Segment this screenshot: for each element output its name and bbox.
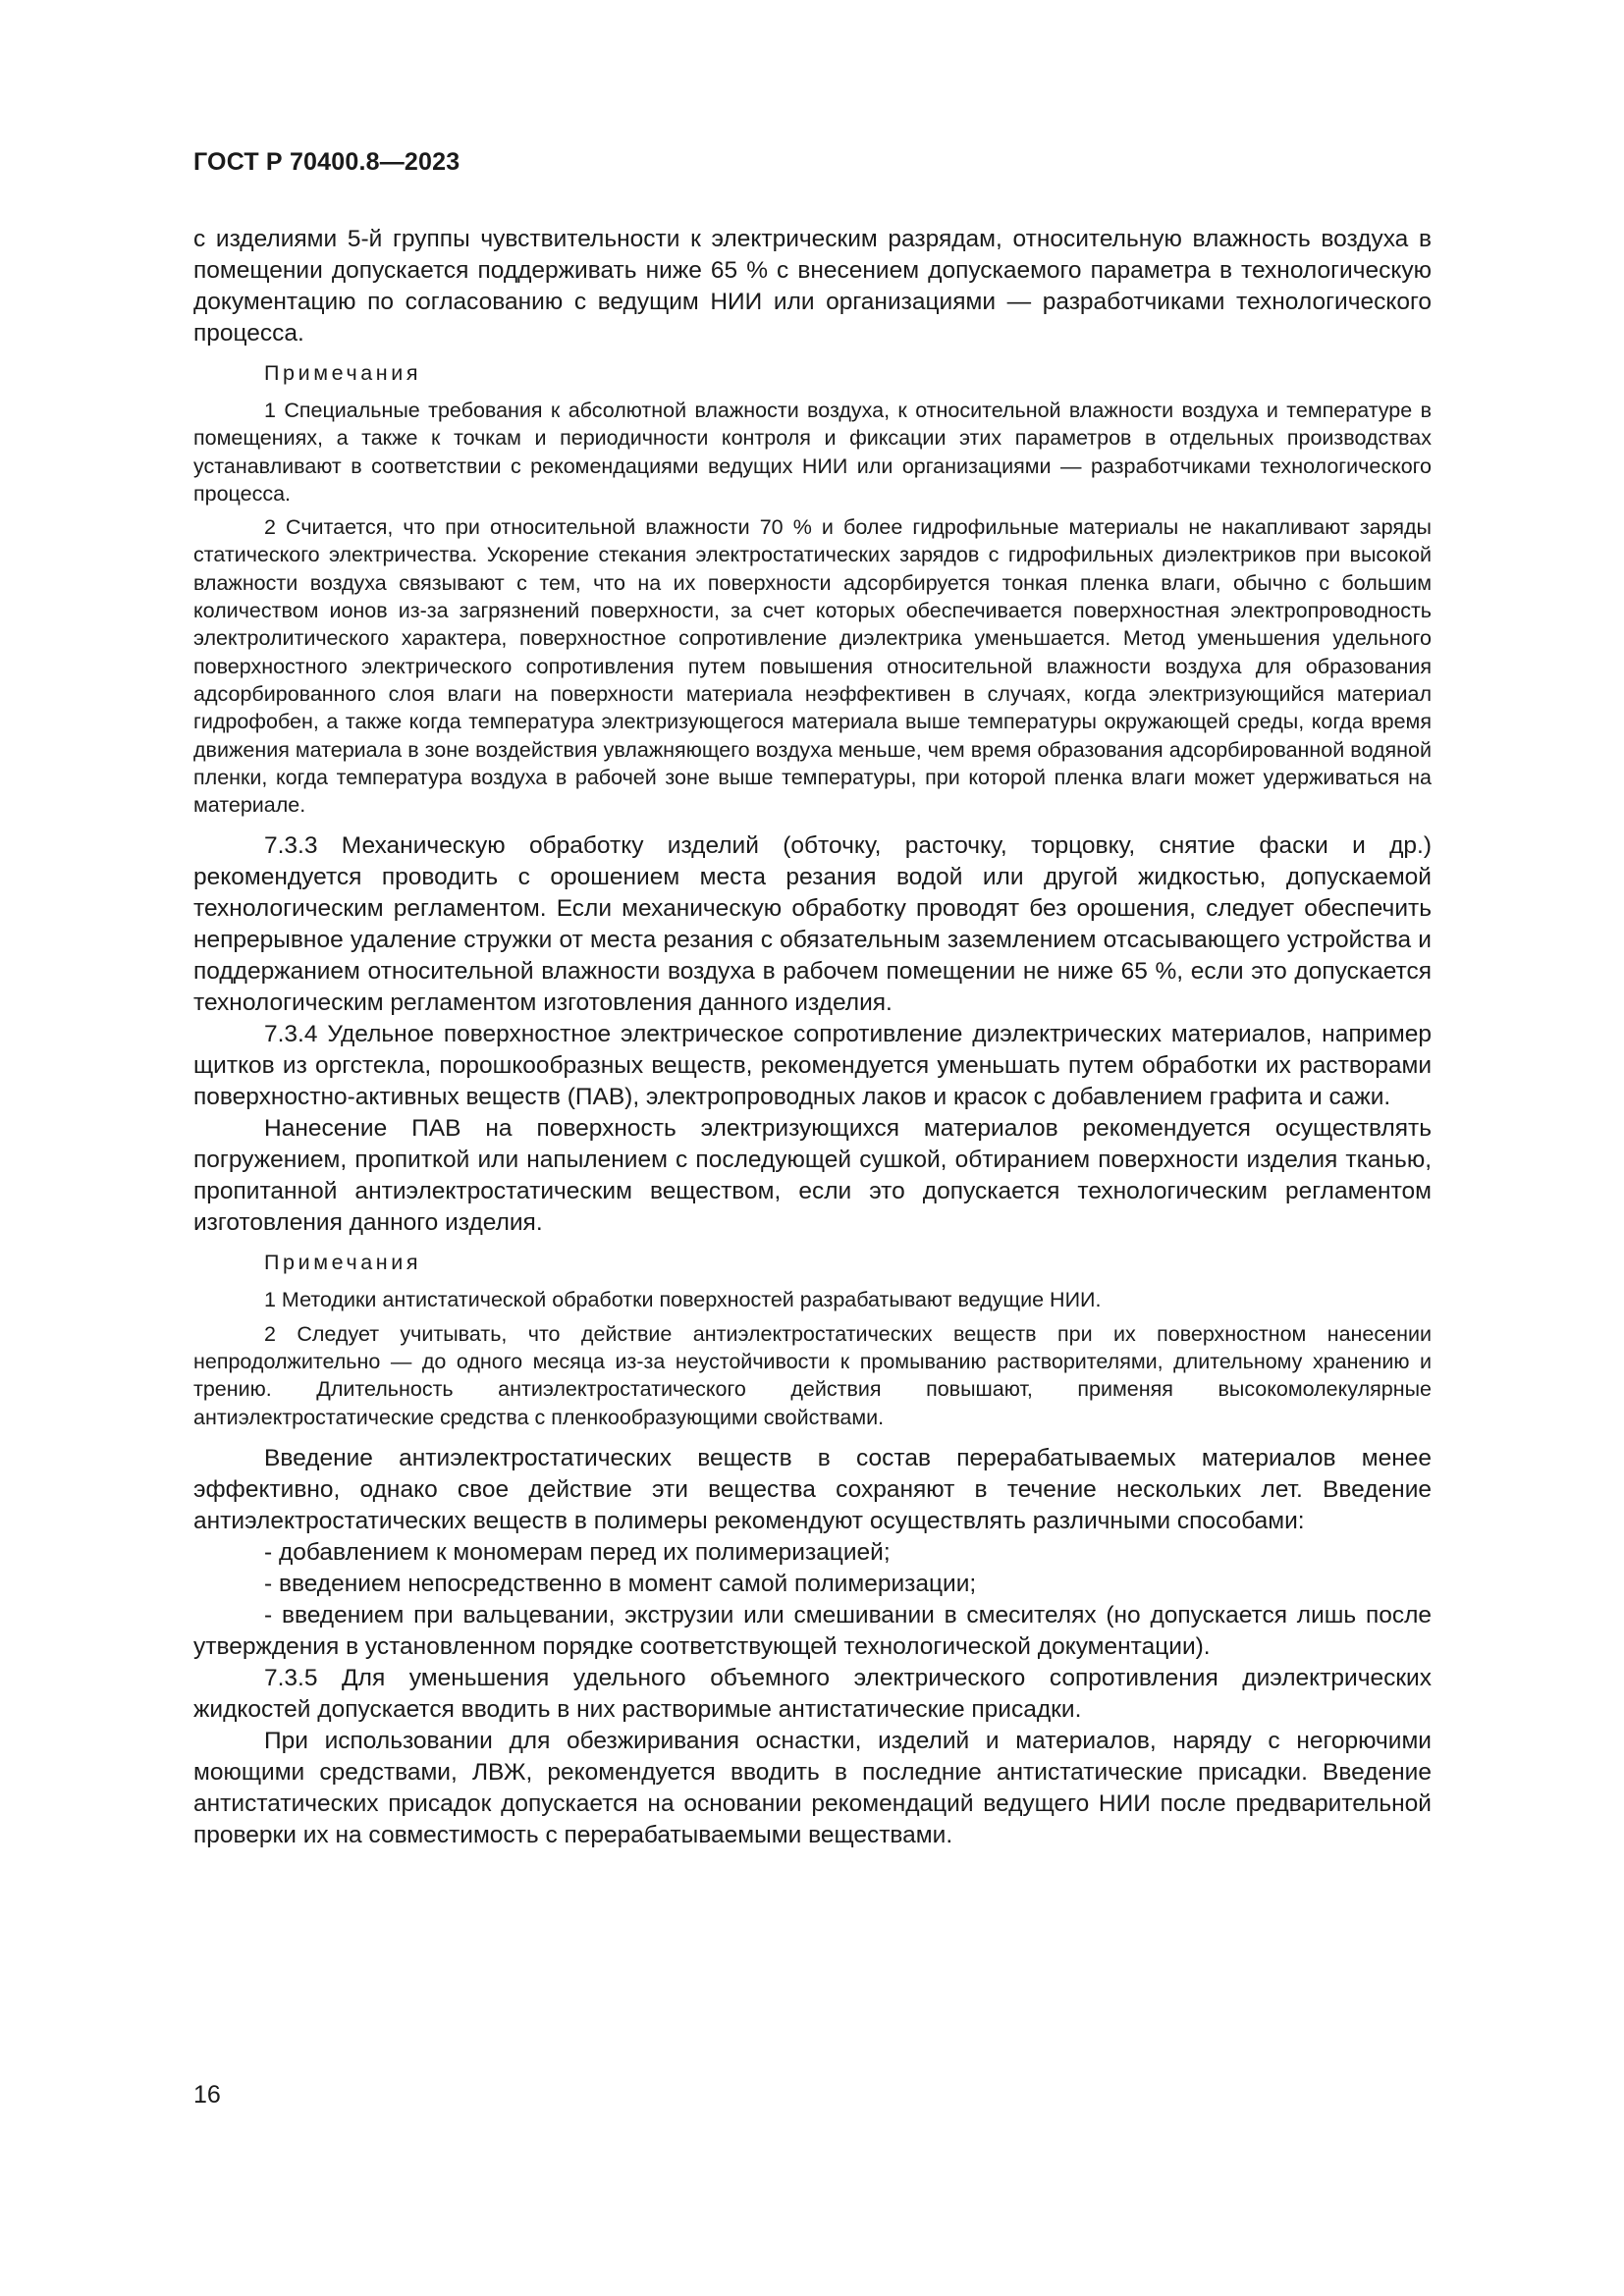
list-item: - введением непосредственно в момент самой полимеризации; (193, 1569, 1432, 1600)
paragraph-continuation: с изделиями 5-й группы чувствительности к электрическим разрядам, относительную влажность воздуха в помещении допускается поддерживать ниже 65 % с внесением допускаемого параметра в технологическую документацию по согласованию с ведущим НИИ или организациями — разработчиками технологического процесса. (193, 226, 1432, 347)
note-2-2: 2 Следует учитывать, что действие антиэлектростатических веществ при их поверхностном нанесении непродолжительно — до одного месяца из-за неустойчивости к промыванию растворителями, длительному хранению и трению. Длительность антиэлектростатического действия повышают, применяя высокомолекулярные антиэлектростатические средства с пленкообразующими свойствами. (193, 1321, 1432, 1429)
document-code-header: ГОСТ Р 70400.8—2023 (193, 148, 460, 176)
clause-7-3-5: 7.3.5 Для уменьшения удельного объемного электрического сопротивления диэлектрических жидкостей допускается вводить в них растворимые антистатические присадки. (193, 1664, 1432, 1723)
note-2: 2 Считается, что при относительной влажности 70 % и более гидрофильные материалы не накапливают заряды статического электричества. Ускорение стекания электростатических зарядов с гидрофильных диэлектриков при высокой влажности воздуха связывают с тем, что на их поверхности адсорбируется тонкая пленка влаги, обычно с большим количеством ионов из-за загрязнений поверхности, за счет которых обеспечивается поверхностная электропроводность электролитического характера, поверхностное сопротивление диэлектрика уменьшается. Метод уменьшения удельного поверхностного электрического сопротивления путем повышения относительной влажности воздуха для образования адсорбированного слоя влаги на поверхности материала неэффективен в случаях, когда электризующийся материал гидрофобен, а также когда температура электризующегося материала выше температуры окружающей среды, когда время движения материала в зоне воздействия увлажняющего воздуха меньше, чем время образования адсорбированной водяной пленки, когда температура воздуха в рабочей зоне выше температуры, при которой пленка влаги может удерживаться на материале. (193, 515, 1432, 818)
clause-7-3-3: 7.3.3 Механическую обработку изделий (обточку, расточку, торцовку, снятие фаски и др.) рекомендуется проводить с орошением места резания водой или другой жидкостью, допускаемой технологическим регламентом. Если механическую обработку проводят без орошения, следует обеспечить непрерывное удаление стружки от места резания с обязательным заземлением отсасывающего устройства и поддержанием относительной влажности воздуха в рабочем помещении не ниже 65 %, если это допускается технологическим регламентом изготовления данного изделия. (193, 832, 1432, 1017)
clause-7-3-5-continuation: При использовании для обезжиривания оснастки, изделий и материалов, наряду с негорючими моющими средствами, ЛВЖ, рекомендуется вводить в последние антистатические присадки. Введение антистатических присадок допускается на основании рекомендаций ведущего НИИ после предварительной проверки их на совместимость с перерабатываемыми веществами. (193, 1727, 1432, 1848)
clause-7-3-4-continuation: Нанесение ПАВ на поверхность электризующихся материалов рекомендуется осуществлять погружением, пропиткой или напылением с последующей сушкой, обтиранием поверхности изделия тканью, пропитанной антиэлектростатическим веществом, если это допускается технологическим регламентом изготовления данного изделия. (193, 1115, 1432, 1237)
note-2-1: 1 Методики антистатической обработки поверхностей разрабатывают ведущие НИИ. (264, 1288, 1102, 1312)
paragraph-antistatic-intro: Введение антиэлектростатических веществ в состав перерабатываемых материалов менее эффективно, однако свое действие эти вещества сохраняют в течение нескольких лет. Введение антиэлектростатических веществ в полимеры рекомендуют осуществлять различными способами: (193, 1444, 1432, 1534)
clause-7-3-4: 7.3.4 Удельное поверхностное электрическое сопротивление диэлектрических материалов, например щитков из оргстекла, порошкообразных веществ, рекомендуется уменьшать путем обработки их растворами поверхностно-активных веществ (ПАВ), электропроводных лаков и красок с добавлением графита и сажи. (193, 1021, 1432, 1111)
page-number: 16 (193, 2081, 221, 2109)
notes-heading: Примечания (264, 361, 422, 385)
notes-heading-2: Примечания (264, 1251, 422, 1275)
note-1: 1 Специальные требования к абсолютной влажности воздуха, к относительной влажности воздуха и температуре в помещениях, а также к точкам и периодичности контроля и фиксации этих параметров в отдельных производствах устанавливают в соответствии с рекомендациями ведущих НИИ или организациями — разработчиками технологического процесса. (193, 399, 1432, 506)
page-body (193, 224, 1432, 1851)
list-item: - введением при вальцевании, экструзии или смешивании в смесителях (но допускается лишь после утверждения в установленном порядке соответствующей технологической документации). (193, 1600, 1432, 1663)
list-item: - добавлением к мономерам перед их полимеризацией; (193, 1537, 1432, 1569)
